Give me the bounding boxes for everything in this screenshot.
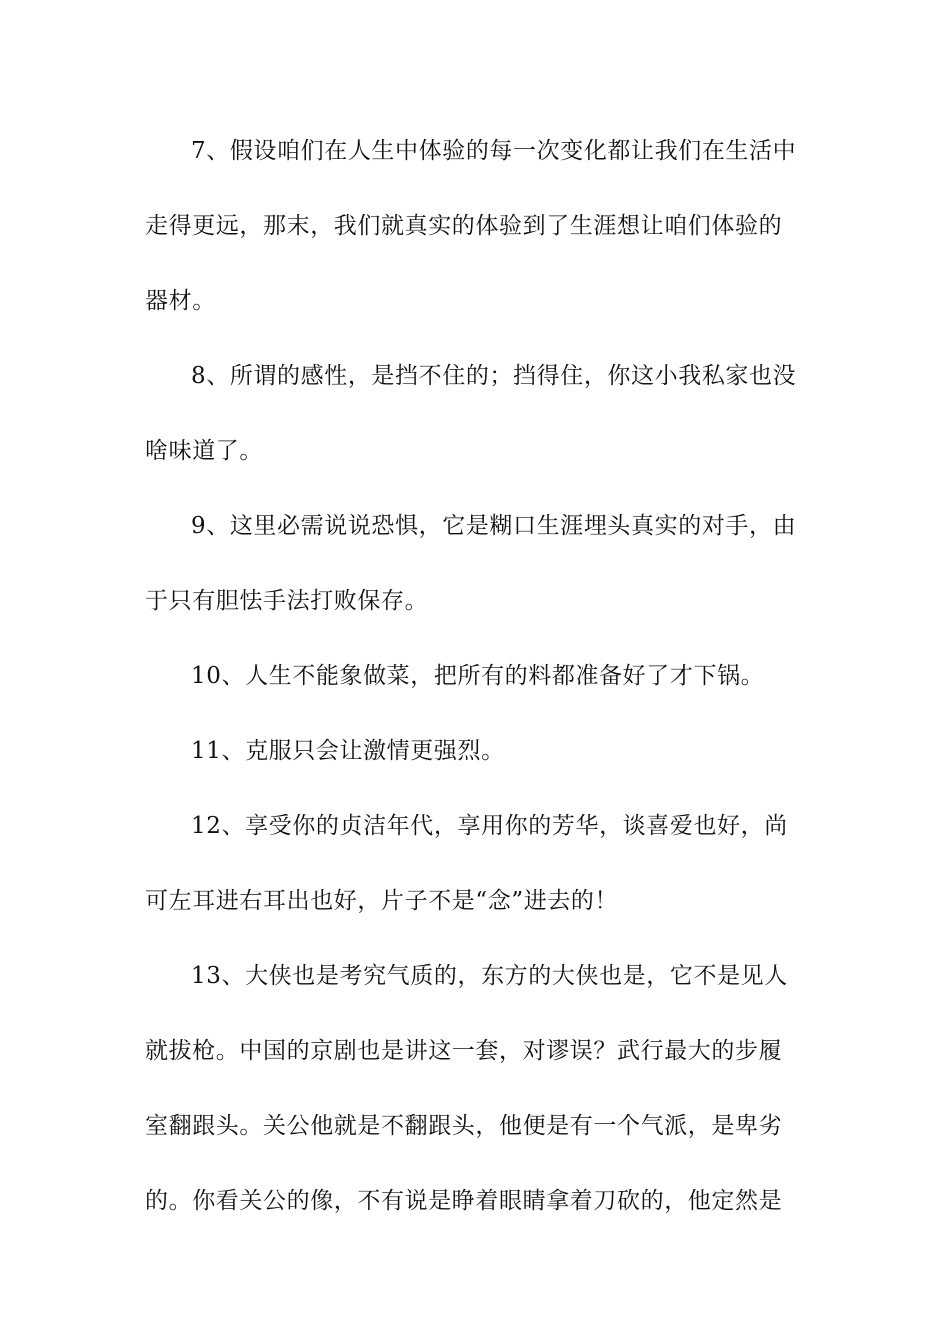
text-line: 8、所谓的感性，是挡不住的；挡得住，你这小我私家也没	[191, 363, 797, 389]
text-line: 啥味道了。	[145, 438, 263, 464]
text-line: 12、享受你的贞洁年代，享用你的芳华，谈喜爱也好，尚	[191, 813, 788, 839]
text-line: 9、这里必需说说恐惧，它是糊口生涯埋头真实的对手，由	[191, 513, 797, 539]
text-line: 11、克服只会让激情更强烈。	[191, 738, 505, 764]
text-line: 可左耳进右耳出也好，片子不是“念”进去的！	[145, 888, 619, 914]
text-line: 7、假设咱们在人生中体验的每一次变化都让我们在生活中	[191, 138, 797, 164]
text-line: 就拔枪。中国的京剧也是讲这一套，对谬误？武行最大的步履	[145, 1038, 783, 1064]
text-line: 室翻跟头。关公他就是不翻跟头，他便是有一个气派，是卑劣	[145, 1113, 783, 1139]
text-line: 走得更远，那末，我们就真实的体验到了生涯想让咱们体验的	[145, 213, 783, 239]
text-line: 13、大侠也是考究气质的，东方的大侠也是，它不是见人	[191, 963, 788, 989]
text-line: 10、人生不能象做菜，把所有的料都准备好了才下锅。	[191, 663, 765, 689]
text-line: 的。你看关公的像，不有说是睁着眼睛拿着刀砍的，他定然是	[145, 1188, 783, 1214]
text-line: 于只有胆怯手法打败保存。	[145, 588, 429, 614]
text-line: 器材。	[145, 288, 216, 314]
